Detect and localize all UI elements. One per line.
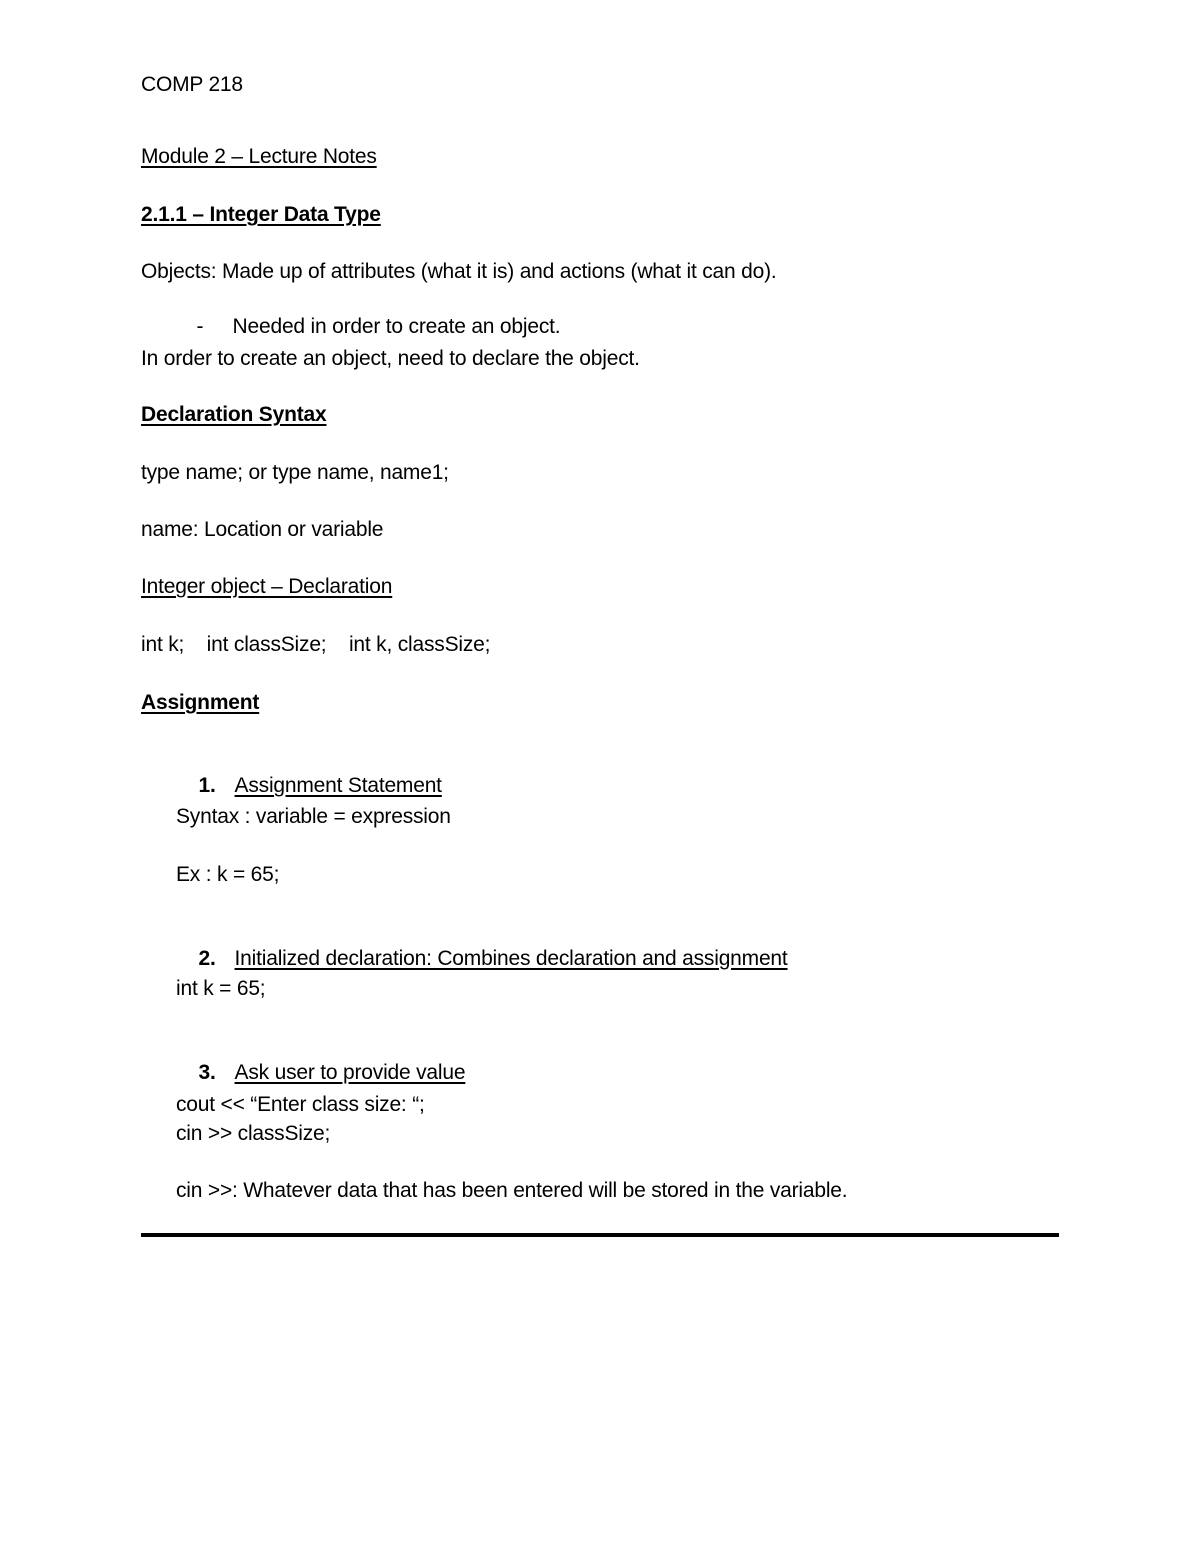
list-item-title: Assignment Statement: [234, 774, 442, 797]
objects-bullet-text: Needed in order to create an object.: [232, 315, 561, 338]
course-code: COMP 218: [141, 73, 243, 96]
list-item: [176, 920, 788, 998]
assignment-heading: Assignment: [141, 691, 260, 714]
code-line: cout << “Enter class size: “;: [176, 1093, 425, 1116]
explanation-line: cin >>: Whatever data that has been entered will be stored in the variable.: [176, 1179, 848, 1202]
objects-line: Objects: Made up of attributes (what it is) and actions (what it can do).: [141, 260, 777, 283]
module-title: Module 2 – Lecture Notes: [141, 145, 377, 168]
list-item-number: 3.: [198, 1061, 216, 1084]
horizontal-rule: [141, 1233, 1059, 1237]
declare-line: In order to create an object, need to declare the object.: [141, 347, 640, 370]
list-item-number: 2.: [198, 947, 216, 970]
list-item-title: Ask user to provide value: [234, 1061, 466, 1084]
syntax-line: Syntax : variable = expression: [176, 805, 451, 828]
integer-declaration-examples: int k; int classSize; int k, classSize;: [141, 633, 491, 656]
code-line: cin >> classSize;: [176, 1122, 331, 1145]
name-definition: name: Location or variable: [141, 518, 384, 541]
declaration-syntax: type name; or type name, name1;: [141, 461, 449, 484]
list-item-title: Initialized declaration: Combines declaration and assignment: [234, 947, 788, 970]
example-line: Ex : k = 65;: [176, 863, 280, 886]
code-line: int k = 65;: [176, 977, 266, 1000]
bullet-marker: -: [196, 315, 204, 338]
declaration-syntax-heading: Declaration Syntax: [141, 403, 327, 426]
section-title: 2.1.1 – Integer Data Type: [141, 203, 381, 226]
integer-declaration-heading: Integer object – Declaration: [141, 575, 393, 598]
list-item-number: 1.: [198, 774, 216, 797]
